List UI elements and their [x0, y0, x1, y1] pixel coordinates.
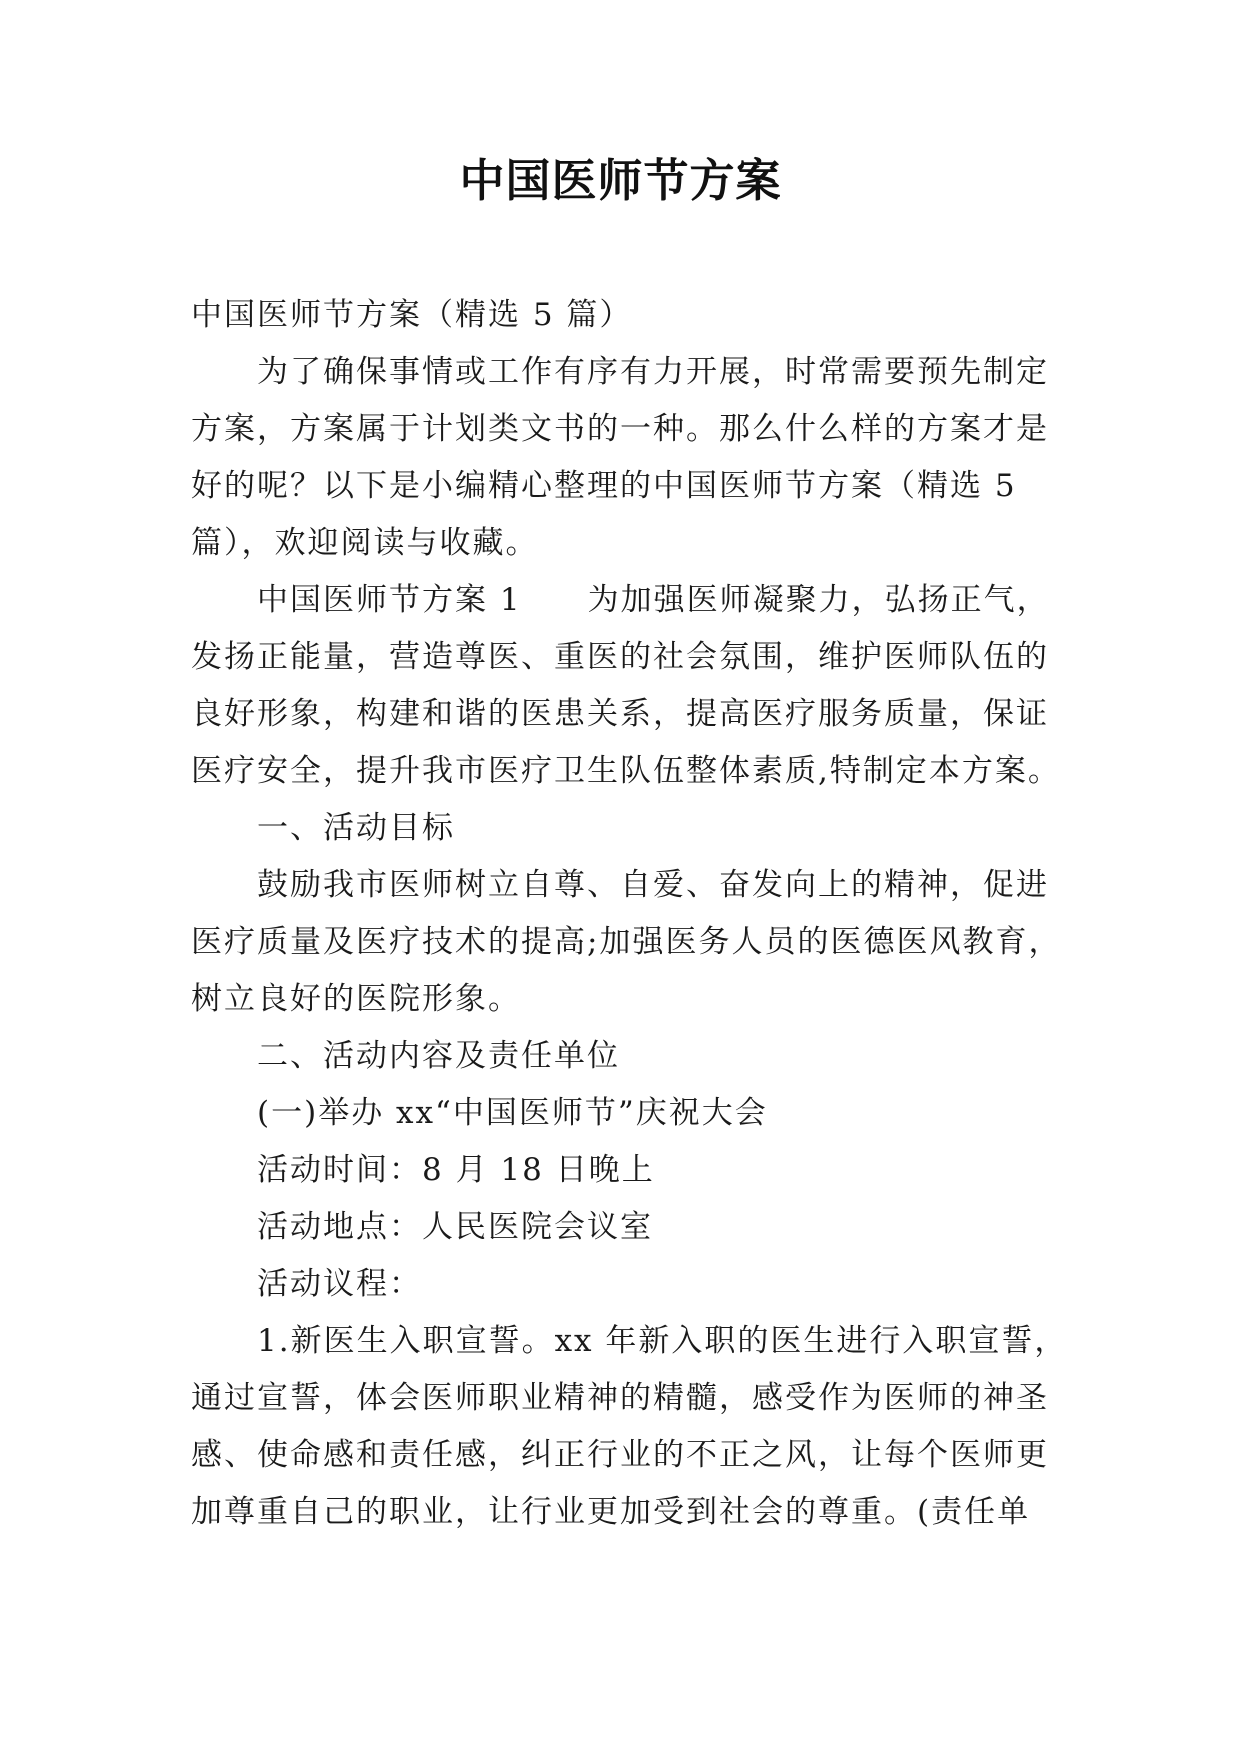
paragraph-line: 加尊重自己的职业，让行业更加受到社会的尊重。(责任单 — [191, 1494, 1031, 1530]
paragraph-line: 中国医师节方案 1 为加强医师凝聚力，弘扬正气， — [257, 582, 1050, 618]
paragraph-line: 树立良好的医院形象。 — [191, 981, 521, 1017]
paragraph-line: 鼓励我市医师树立自尊、自爱、奋发向上的精神，促进 — [257, 867, 1049, 903]
paragraph-line: 好的呢？以下是小编精心整理的中国医师节方案（精选 5 — [191, 468, 1017, 504]
section-heading: 一、活动目标 — [257, 810, 455, 846]
paragraph-line: 篇），欢迎阅读与收藏。 — [191, 525, 539, 561]
paragraph-line: 1.新医生入职宣誓。xx 年新入职的医生进行入职宣誓， — [257, 1323, 1068, 1359]
paragraph-line: 发扬正能量，营造尊医、重医的社会氛围，维护医师队伍的 — [191, 639, 1049, 675]
paragraph-line: 感、使命感和责任感，纠正行业的不正之风，让每个医师更 — [191, 1437, 1049, 1473]
paragraph-line: 方案，方案属于计划类文书的一种。那么什么样的方案才是 — [191, 411, 1049, 447]
paragraph-line: 医疗安全，提升我市医疗卫生队伍整体素质,特制定本方案。 — [191, 753, 1061, 789]
paragraph-line: 良好形象，构建和谐的医患关系，提高医疗服务质量，保证 — [191, 696, 1049, 732]
paragraph-line: 活动时间：8 月 18 日晚上 — [257, 1152, 655, 1188]
document-title: 中国医师节方案 — [459, 154, 782, 207]
subsection-heading: (一)举办 xx“中国医师节”庆祝大会 — [257, 1095, 768, 1131]
paragraph-line: 医疗质量及医疗技术的提高;加强医务人员的医德医风教育， — [191, 924, 1062, 960]
paragraph-line: 为了确保事情或工作有序有力开展，时常需要预先制定 — [257, 354, 1049, 390]
paragraph-line: 活动议程： — [257, 1266, 422, 1302]
subtitle-line: 中国医师节方案（精选 5 篇） — [191, 297, 633, 333]
section-heading: 二、活动内容及责任单位 — [257, 1038, 620, 1074]
paragraph-line: 活动地点：人民医院会议室 — [257, 1209, 653, 1245]
paragraph-line: 通过宣誓，体会医师职业精神的精髓，感受作为医师的神圣 — [191, 1380, 1049, 1416]
